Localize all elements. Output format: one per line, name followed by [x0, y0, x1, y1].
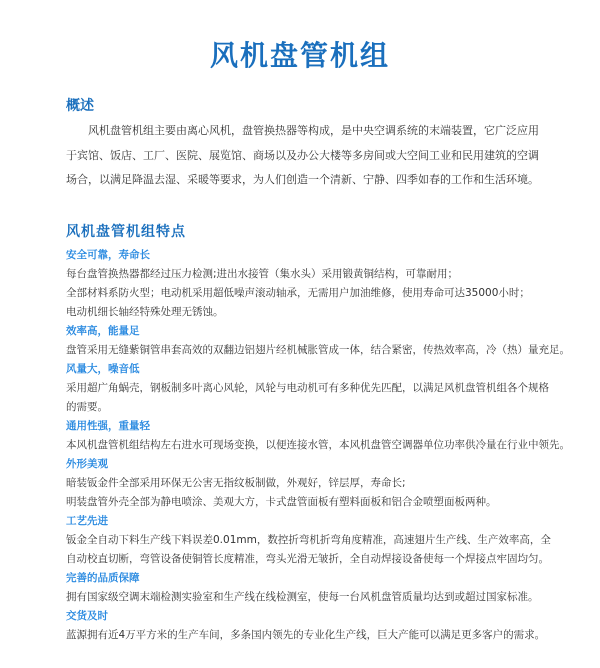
feature-title: 通用性强，重量轻	[66, 420, 150, 432]
feature-title: 完善的品质保障	[66, 572, 140, 584]
feature-line: 每台盘管换热器都经过压力检测;进出水接管（集水头）采用锻黄铜结构，可靠耐用；	[66, 268, 459, 280]
feature-section	[66, 569, 554, 607]
feature-title: 交货及时	[66, 610, 108, 622]
feature-line: 钣金全自动下料生产线下料误差0.01mm，数控折弯机折弯角度精准，高速翅片生产线、生产效率高，全自动校直切断，弯管设备使铜管长度精准，弯头光滑无皱折，全自动焊接设备使每一个焊接点牢固均匀。	[66, 534, 551, 565]
feature-title: 风量大，噪音低	[66, 363, 140, 375]
feature-line: 采用超广角蜗壳，钢板制多叶离心风轮，风轮与电动机可有多种优先匹配，以满足风机盘管机组各个规格的需要。	[66, 382, 549, 413]
feature-line: 明装盘管外壳全部为静电喷涂、美观大方，卡式盘管面板有塑料面板和铝合金喷塑面板两种。	[66, 496, 497, 508]
feature-section	[66, 246, 554, 322]
features-heading: 风机盘管机组特点	[66, 224, 186, 240]
features-list	[66, 246, 570, 645]
feature-title: 效率高，能量足	[66, 325, 140, 337]
feature-section	[66, 417, 570, 455]
page-title: 风机盘管机组	[209, 39, 390, 72]
overview-heading: 概述	[66, 98, 94, 114]
feature-line: 全部材料系防火型；电动机采用超低噪声滚动轴承，无需用户加油维修，使用寿命可达35000小时；	[66, 287, 530, 299]
feature-section	[66, 607, 554, 645]
overview-text: 风机盘管机组主要由离心风机，盘管换热器等构成，是中央空调系统的末端装置，它广泛应用于宾馆、饭店、工厂、医院、展览馆、商场以及办公大楼等多房间或大空间工业和民用建筑的空调场合，以满足降温去湿、采暖等要求，为人们创造一个清新、宁静、四季如春的工作和生活环境。	[66, 124, 539, 186]
feature-title: 工艺先进	[66, 515, 108, 527]
feature-title: 外形美观	[66, 458, 108, 470]
feature-section	[66, 360, 554, 417]
feature-section	[66, 512, 554, 569]
feature-title: 安全可靠，寿命长	[66, 249, 150, 261]
feature-line: 电动机细长轴经特殊处理无锈蚀。	[66, 306, 224, 318]
feature-line: 暗装钣金件全部采用环保无公害无指纹板制做，外观好，锌层厚，寿命长;	[66, 477, 406, 489]
feature-line: 拥有国家级空调末端检测实验室和生产线在线检测室，使每一台风机盘管质量均达到或超过国家标准。	[66, 591, 539, 603]
feature-section	[66, 455, 554, 512]
feature-line: 蓝源拥有近4万平方米的生产车间，多条国内领先的专业化生产线，巨大产能可以满足更多客户的需求。	[66, 629, 546, 641]
feature-line: 盘管采用无缝紫铜管串套高效的双翻边铝翅片经机械胀管成一体，结合紧密，传热效率高，冷（热）量充足。	[66, 344, 570, 356]
feature-section	[66, 322, 570, 360]
feature-line: 本风机盘管机组结构左右进水可现场变换，以便连接水管，本风机盘管空调器单位功率供冷量在行业中领先。	[66, 439, 570, 451]
